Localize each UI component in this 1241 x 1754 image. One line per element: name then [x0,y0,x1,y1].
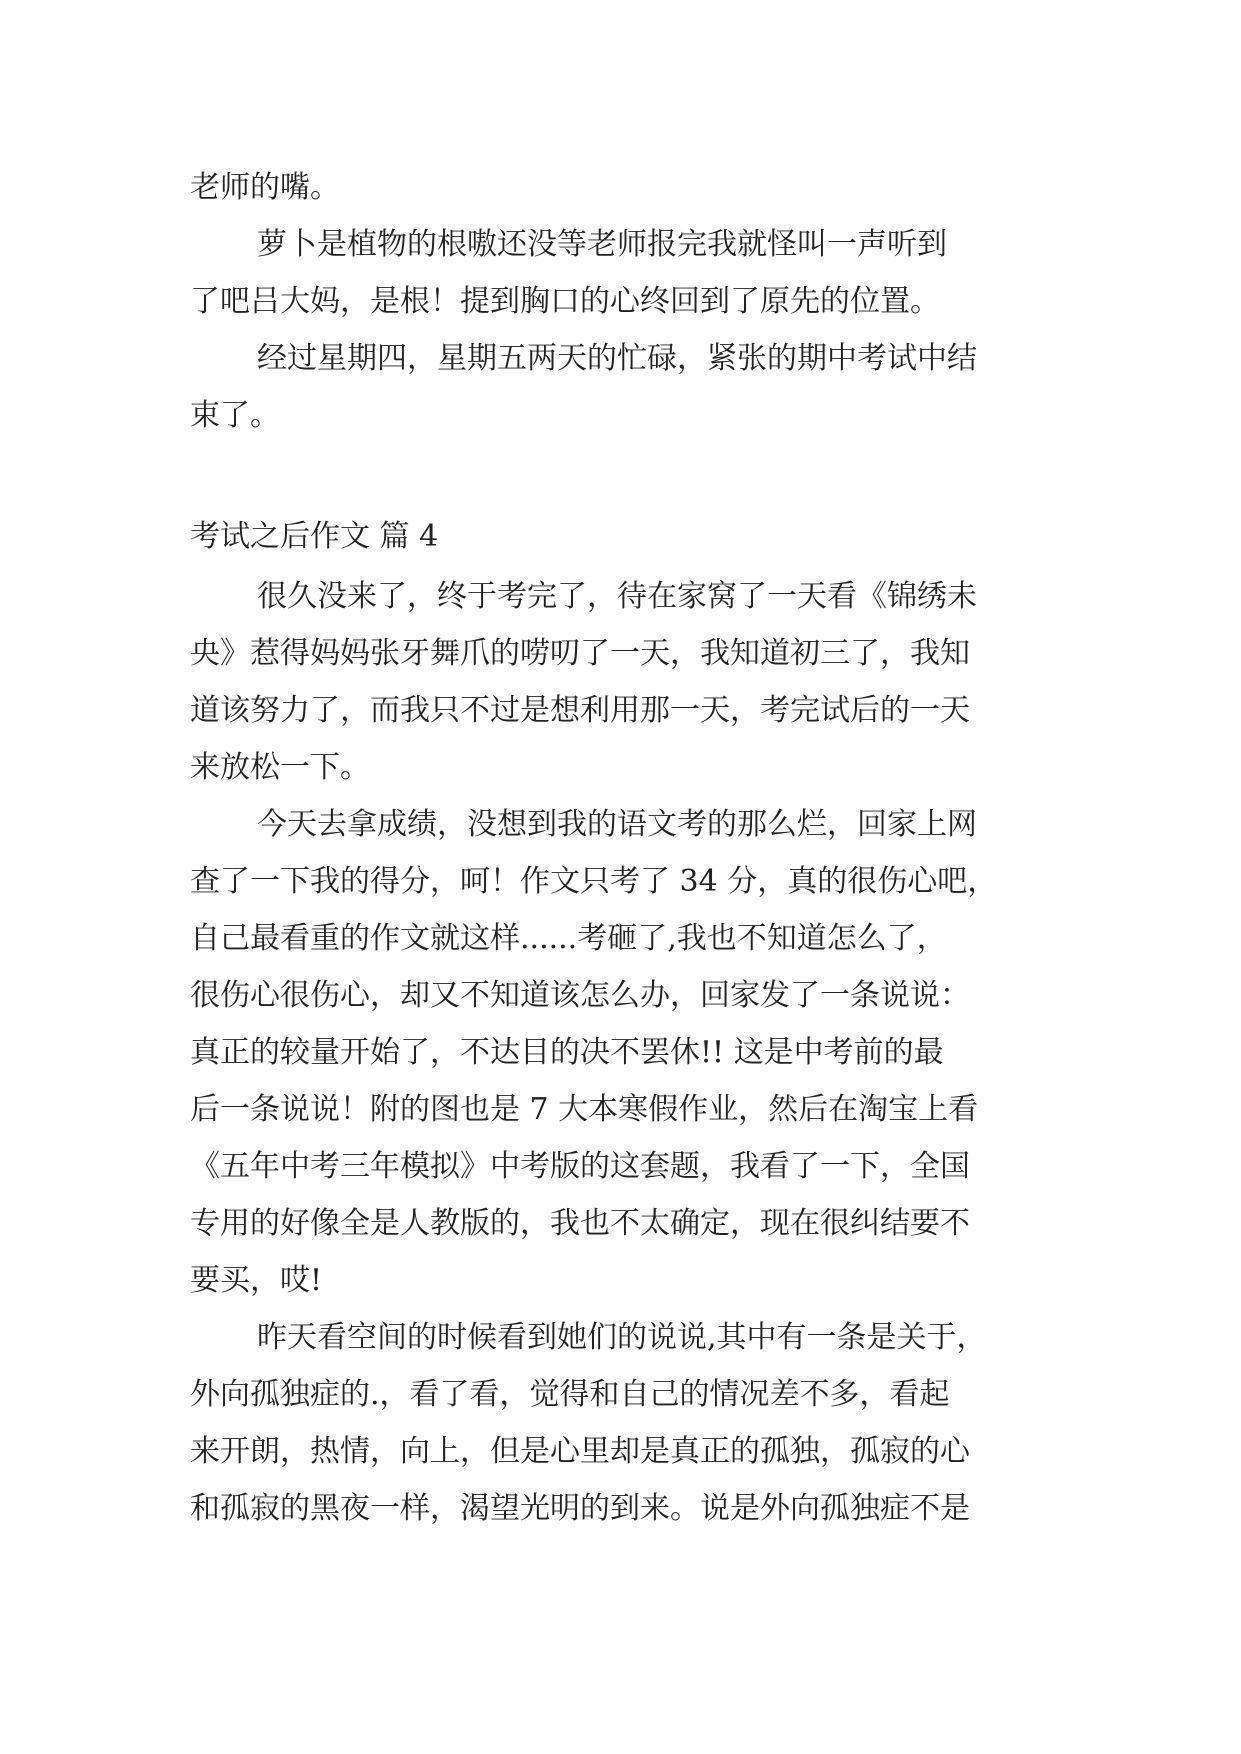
paragraph-line: 自己最看重的作文就这样......考砸了,我也不知道怎么了， [190,921,947,956]
paragraph-line: 很伤心很伤心，却又不知道该怎么办，回家发了一条说说： [190,978,970,1013]
paragraph-line: 萝卜是植物的根嗷还没等老师报完我就怪叫一声听到 [257,227,947,262]
paragraph-line: 真正的较量开始了，不达目的决不罢休!! 这是中考前的最 [190,1035,944,1070]
paragraph-line: 了吧吕大妈，是根！提到胸口的心终回到了原先的位置。 [190,284,940,319]
paragraph-line: 央》惹得妈妈张牙舞爪的唠叨了一天，我知道初三了，我知 [190,636,970,671]
paragraph-line: 今天去拿成绩，没想到我的语文考的那么烂，回家上网 [257,807,977,842]
paragraph-line: 来开朗，热情，向上，但是心里却是真正的孤独，孤寂的心 [190,1434,970,1469]
paragraph-line: 很久没来了，终于考完了，待在家窝了一天看《锦绣未 [257,579,977,614]
paragraph-line: 专用的好像全是人教版的，我也不太确定，现在很纠结要不 [190,1206,970,1241]
paragraph-line: 要买，哎! [190,1263,323,1298]
paragraph-line: 经过星期四，星期五两天的忙碌，紧张的期中考试中结 [257,341,977,376]
paragraph-line: 老师的嘴。 [190,170,340,205]
paragraph-line: 昨天看空间的时候看到她们的说说,其中有一条是关于， [257,1320,987,1355]
section-heading: 考试之后作文 篇 4 [190,519,439,554]
paragraph-line: 查了一下我的得分，呵！作文只考了 34 分，真的很伤心吧， [190,864,998,899]
paragraph-line: 外向孤独症的.，看了看，觉得和自己的情况差不多，看起 [190,1377,950,1412]
paragraph-line: 道该努力了，而我只不过是想利用那一天，考完试后的一天 [190,693,970,728]
paragraph-line: 《五年中考三年模拟》中考版的这套题，我看了一下，全国 [190,1149,970,1184]
paragraph-line: 和孤寂的黑夜一样，渴望光明的到来。说是外向孤独症不是 [190,1491,970,1526]
paragraph-line: 后一条说说！附的图也是 7 大本寒假作业，然后在淘宝上看 [190,1092,979,1127]
paragraph-line: 束了。 [190,398,280,433]
paragraph-line: 来放松一下。 [190,750,370,785]
